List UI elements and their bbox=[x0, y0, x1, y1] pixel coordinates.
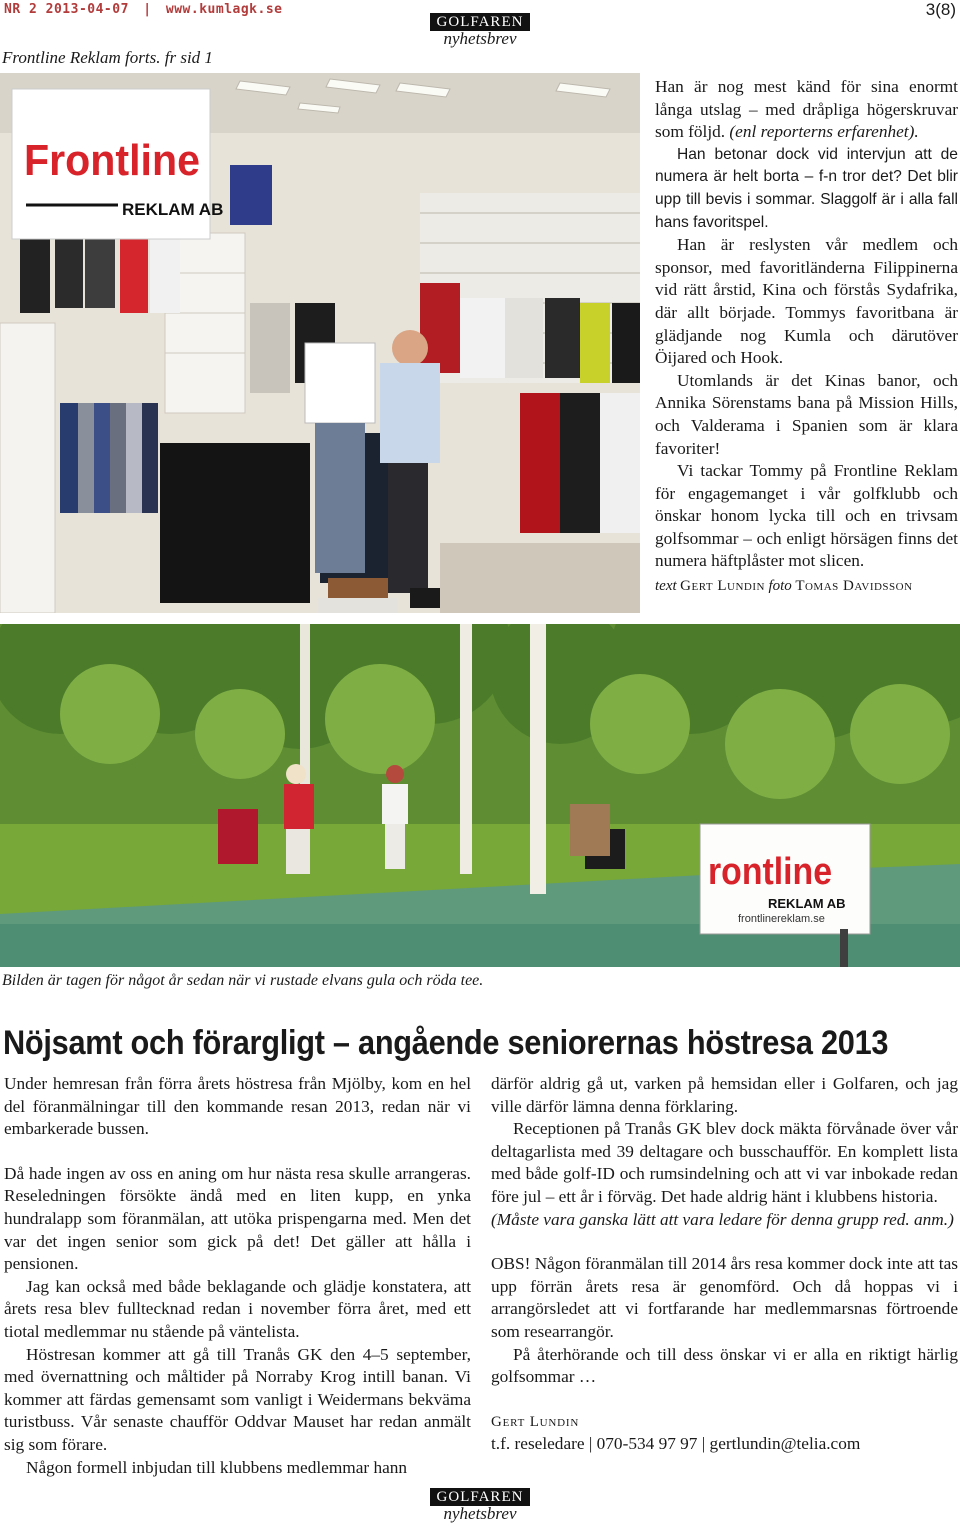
credit-label: text bbox=[655, 578, 677, 595]
masthead-subtitle: nyhetsbrev bbox=[443, 29, 517, 48]
byline bbox=[655, 575, 958, 599]
masthead-title: GOLFAREN bbox=[430, 13, 531, 31]
footer-masthead bbox=[0, 1488, 960, 1523]
header-separator: | bbox=[143, 2, 152, 17]
frontline-sign bbox=[700, 824, 870, 934]
right-column-article bbox=[655, 76, 958, 599]
paragraph: Höstresan kommer att gå till Tranås GK den 4–5 september, med övernattning och måltider på Norraby Krog intill banan. Vi kommer att färdas gemensamt som vanligt i Weidermans bekväma turistbuss. Vår senaste chaufför Oddvar Mauset har redan anmält sig som förare. bbox=[4, 1344, 471, 1454]
paragraph: därför aldrig gå ut, varken på hemsidan eller i Golfaren, och jag ville därför lämna denna förklaring. bbox=[491, 1074, 958, 1116]
page-number: 3(8) bbox=[925, 0, 956, 19]
author-name: Gert Lundin bbox=[680, 578, 765, 595]
paragraph: Han är reslysten vår medlem och sponsor, med favoritländerna Filippinerna vid rätt årstid, Kina och förstås Sydafrika, där allt började. Tommys favoritbana är glädjande nog Kumla och därutöver Öijared och Hook. bbox=[655, 235, 958, 368]
paragraph bbox=[655, 76, 958, 144]
paragraph-text: Han är nog mest känd för sina enormt långa utslag – med dråpliga högerskruvar som följd. bbox=[655, 77, 958, 142]
issue-number: NR 2 bbox=[4, 2, 38, 17]
photographer-name: Tomas Davidsson bbox=[795, 578, 913, 595]
credit-label: foto bbox=[768, 578, 792, 595]
masthead bbox=[0, 13, 960, 48]
article-column-left bbox=[4, 1073, 471, 1479]
signature: Gert Lundin bbox=[491, 1413, 580, 1430]
editor-note: (Måste vara ganska lätt att vara ledare för denna grupp red. anm.) bbox=[491, 1209, 954, 1229]
masthead-title: GOLFAREN bbox=[430, 1488, 531, 1506]
paragraph: Receptionen på Tranås GK blev dock mäkta förvånade över vår deltagarlista med 39 deltagare och busschaufför. En komplett lista med både golf-ID och rumsindelning och att vi var inbokade redan före jul – ett år i förväg. Det hade aldrig hänt i klubbens historia. bbox=[491, 1119, 958, 1206]
article-column-right bbox=[491, 1073, 958, 1456]
svg-text:REKLAM AB: REKLAM AB bbox=[768, 896, 846, 911]
photo-caption: Bilden är tagen för något år sedan när vi rustade elvans gula och röda tee. bbox=[2, 972, 484, 989]
svg-text:Frontline: Frontline bbox=[24, 136, 200, 185]
continuation-note: Frontline Reklam forts. fr sid 1 bbox=[2, 48, 213, 67]
golf-course-image bbox=[0, 624, 960, 967]
golf-course-photo bbox=[0, 624, 960, 967]
paragraph: På återhörande och till dess önskar vi er alla en riktigt härlig golfsommar … bbox=[491, 1344, 958, 1387]
article-headline: Nöjsamt och förargligt – angående seniorernas höstresa 2013 bbox=[3, 1024, 889, 1062]
italic-note: (enl reporterns erfarenhet). bbox=[729, 122, 919, 142]
issue-date: 2013-04-07 bbox=[45, 2, 129, 17]
shop-photo bbox=[0, 73, 640, 613]
paragraph: Han betonar dock vid intervjun att de numera är helt borta – f-n tror det? Det blir upp till bevis i sommar. Slaggolf är i alla fall hans favoritspel. bbox=[655, 145, 958, 231]
svg-text:REKLAM AB: REKLAM AB bbox=[122, 200, 224, 219]
masthead-subtitle: nyhetsbrev bbox=[443, 1504, 517, 1523]
contact-line: t.f. reseledare | 070-534 97 97 | gertlundin@telia.com bbox=[491, 1434, 861, 1454]
svg-text:rontline: rontline bbox=[708, 851, 832, 893]
paragraph: Under hemresan från förra årets höstresa från Mjölby, kom en hel del föranmälningar till den kommande resan 2013, redan när vi embarkerade bussen. bbox=[4, 1074, 471, 1139]
shop-interior-image bbox=[0, 73, 640, 613]
paragraph: Jag kan också med både beklagande och glädje konstatera, att årets resa blev fulltecknad redan i november förra året, med ett tiotal medlemmar nu stående på väntelista. bbox=[4, 1276, 471, 1341]
svg-text:frontlinereklam.se: frontlinereklam.se bbox=[738, 913, 825, 925]
paragraph: Då hade ingen av oss en aning om hur nästa resa skulle arrangeras. Reseledningen försökte ändå med en liten kupp, en ynka hundralapp som föranmälan, att utöka prispengarna med. Men det var det ingen senior som gick på det! Det gäller att hålla i pensionen. bbox=[4, 1163, 471, 1274]
paragraph: Vi tackar Tommy på Frontline Reklam för engagemanget i vår golfklubb och önskar honom lycka till och en trivsam golfsommar – och enligt hörsägen finns det numera häftplåster mot slicen. bbox=[655, 461, 958, 571]
frontline-logo bbox=[12, 89, 223, 239]
paragraph: Utomlands är det Kinas banor, och Annika Sörenstams bana på Mission Hills, och Valderama i Spanien som är klara favoriter! bbox=[655, 370, 958, 458]
paragraph: Någon formell inbjudan till klubbens medlemmar hann bbox=[26, 1457, 408, 1477]
paragraph: OBS! Någon föranmälan till 2014 års resa kommer dock inte att tas upp förrän årets resa är genomförd. Och då hoppas vi i arrangörsledet att vi fortfarande har medlemmarsnas förtroende som researrangör. bbox=[491, 1254, 958, 1341]
website-link[interactable]: www.kumlagk.se bbox=[165, 2, 283, 17]
